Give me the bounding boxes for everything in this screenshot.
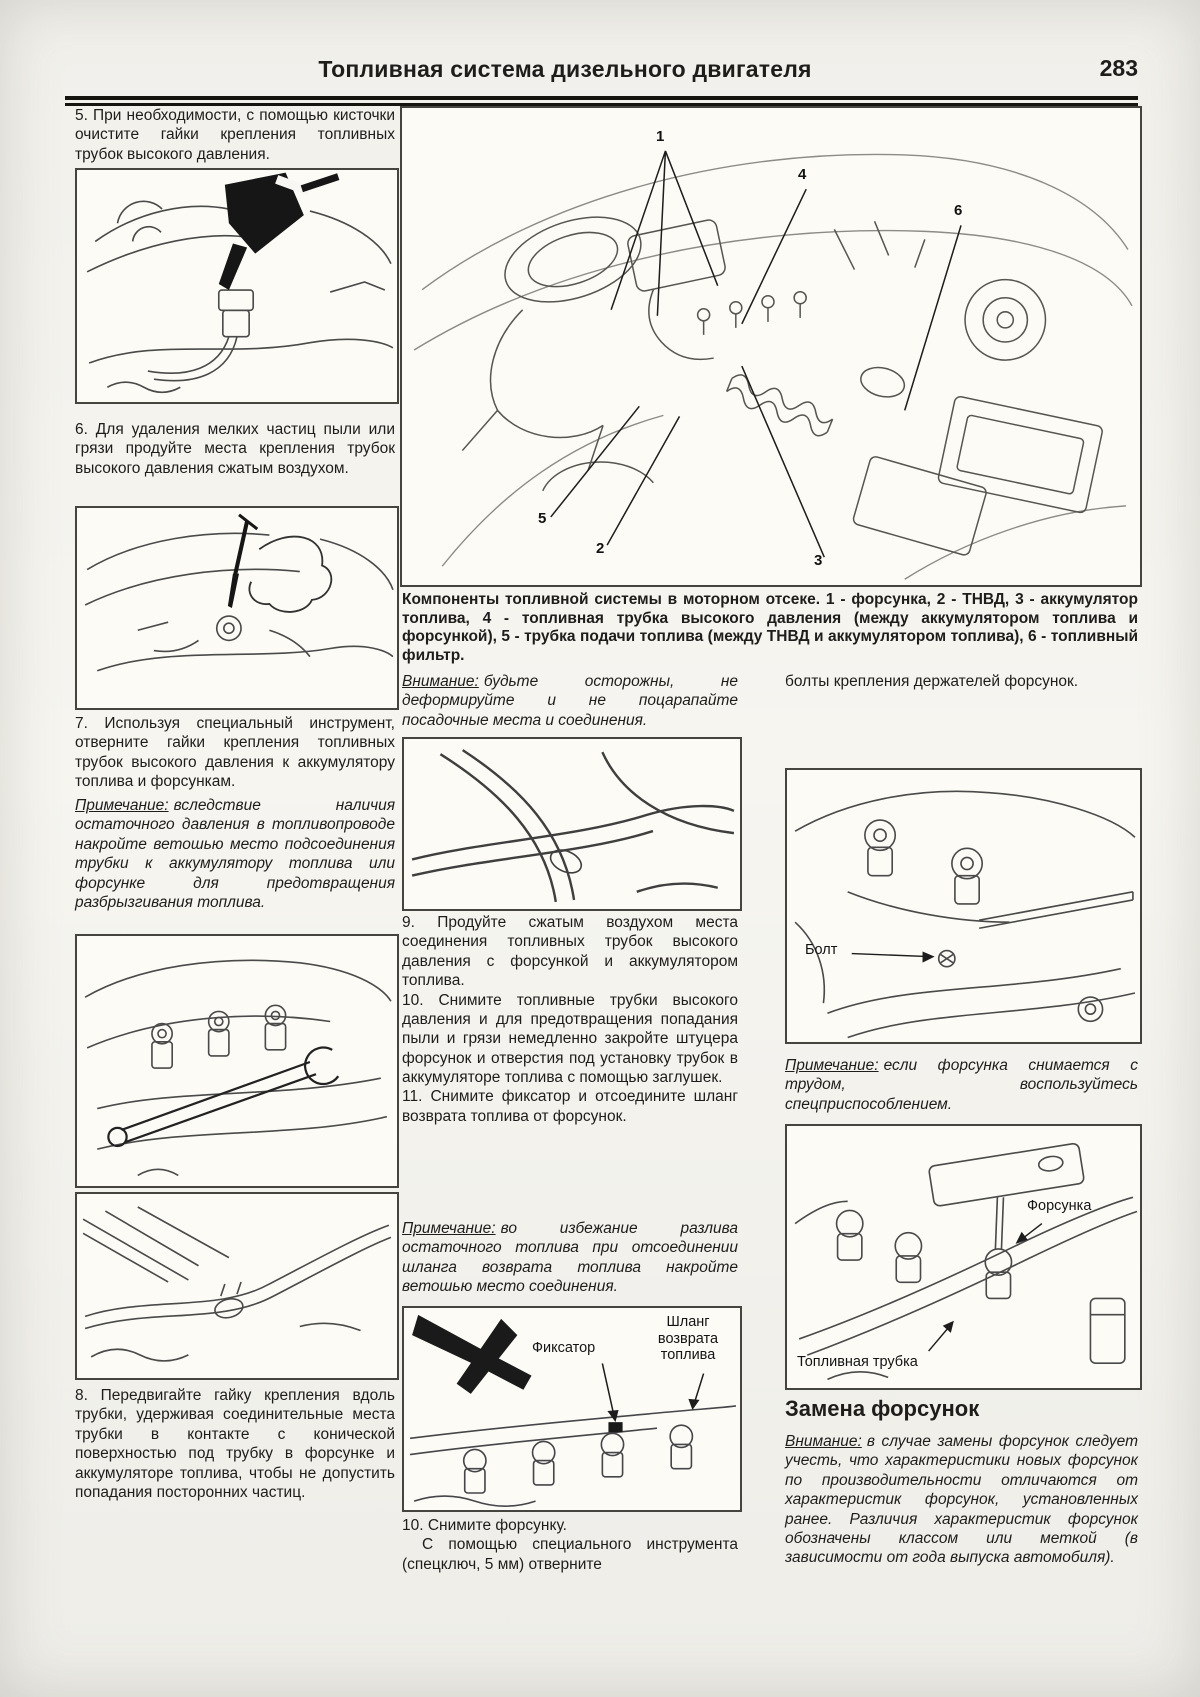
instructions-9-11 bbox=[402, 913, 738, 1126]
warning-body: в случае замены форсунок следует учесть, что характеристики новых форсунок по производительности отличаются от характеристик форсунок, установленных ранее. Различия характеристик форсунок обозначены классом или меткой (в зависимости от года выпуска автомобиля). bbox=[785, 1433, 1138, 1567]
figure-fuel-line bbox=[75, 1192, 399, 1380]
figure-injector-holder-bolt bbox=[785, 768, 1142, 1044]
instruction-step-9: 9. Продуйте сжатым воздухом места соединения топливных трубок высокого давления с форсункой и аккумулятором топлива. bbox=[402, 914, 738, 990]
figure-brush-cleaning bbox=[75, 168, 399, 404]
note-fuel-spill bbox=[402, 1219, 738, 1297]
note-body: во избежание разлива остаточного топлива при отсоединении шланга возврата топлива накройте ветошью место соединения. bbox=[402, 1220, 738, 1296]
warning-label: Внимание: bbox=[785, 1433, 862, 1450]
section-heading-injector-replacement: Замена форсунок bbox=[785, 1396, 980, 1421]
instruction-continuation: болты крепления держателей форсунок. bbox=[785, 673, 1079, 690]
label-injector: Форсунка bbox=[1027, 1198, 1092, 1214]
note-residual-pressure bbox=[75, 796, 395, 912]
page-title: Топливная система дизельного двигателя bbox=[318, 56, 812, 82]
instruction-step-5: 5. При необходимости, с помощью кисточки очистите гайки крепления топливных трубок высокого давления. bbox=[75, 107, 395, 163]
note-body: если форсунка снимается с трудом, воспользуйтесь спецприспособлением. bbox=[785, 1057, 1138, 1113]
warning-injector-replacement bbox=[785, 1432, 1138, 1568]
figure-caption: Компоненты топливной системы в моторном отсеке. 1 - форсунка, 2 - ТНВД, 3 - аккумулятор топлива, 4 - топливная трубка высокого давления (между аккумулятором топлива и форсункой), 5 - трубка подачи топлива (между ТНВД и аккумулятором топлива), 6 - топливный фильтр. bbox=[402, 591, 1138, 664]
header-rule bbox=[65, 96, 1138, 106]
note-body: вследствие наличия остаточного давления в топливопроводе накройте ветошью место подсоединения трубки к аккумулятору топлива или форсунке для предотвращения разбрызгивания топлива. bbox=[75, 797, 395, 911]
hose-connection-sketch bbox=[404, 739, 740, 909]
callout-6: 6 bbox=[954, 202, 963, 219]
brush-cleaning-sketch bbox=[77, 170, 397, 402]
instruction-step-10: 10. Снимите топливные трубки высокого давления и для предотвращения попадания пыли и грязи немедленно закройте штуцера форсунок и отверстия под установку трубок в аккумуляторе топлива с помощью заглушек. bbox=[402, 991, 738, 1086]
instruction-step-11: 11. Снимите фиксатор и отсоедините шланг возврата топлива от форсунок. bbox=[402, 1088, 738, 1125]
label-return-hose: Шланг возврата топлива bbox=[657, 1314, 719, 1364]
warning-body: будьте осторожны, не деформируйте и не поцарапайте посадочные места и соединения. bbox=[402, 673, 738, 729]
fuel-line-sketch bbox=[77, 1194, 397, 1378]
instruction-step-10b-line1: 10. Снимите форсунку. bbox=[402, 1517, 567, 1534]
label-retainer: Фиксатор bbox=[532, 1340, 596, 1356]
note-label: Примечание: bbox=[75, 797, 169, 814]
page-number: 283 bbox=[1099, 55, 1138, 81]
instruction-step-10b bbox=[402, 1516, 738, 1574]
callout-2: 2 bbox=[596, 540, 605, 557]
callout-1: 1 bbox=[656, 128, 665, 145]
note-injector-stuck bbox=[785, 1056, 1138, 1114]
figure-engine-bay bbox=[400, 106, 1142, 587]
engine-bay-sketch bbox=[402, 108, 1140, 585]
instruction-step-6: 6. Для удаления мелких частиц пыли или грязи продуйте места крепления трубок высокого давления сжатым воздухом. bbox=[75, 421, 395, 477]
label-bolt: Болт bbox=[805, 942, 838, 958]
warning-label: Внимание: bbox=[402, 673, 479, 690]
callout-4: 4 bbox=[798, 166, 807, 183]
note-label: Примечание: bbox=[402, 1220, 496, 1237]
callout-3: 3 bbox=[814, 552, 823, 569]
wrench-sketch bbox=[77, 936, 397, 1186]
callout-5: 5 bbox=[538, 510, 547, 527]
figure-injector-removal-tool bbox=[785, 1124, 1142, 1390]
instruction-step-10b-line2: С помощью специального инструмента (спецключ, 5 мм) отверните bbox=[402, 1536, 738, 1573]
instruction-step-8: 8. Передвигайте гайку крепления вдоль трубки, удерживая соединительные места трубки в контакте с конической поверхностью под трубку в форсунке и аккумуляторе топлива, чтобы не допустить попадания посторонних частиц. bbox=[75, 1387, 395, 1501]
figure-wrench-nuts bbox=[75, 934, 399, 1188]
warning-deform bbox=[402, 672, 738, 730]
injector-tool-sketch bbox=[787, 1126, 1140, 1388]
figure-compressed-air bbox=[75, 506, 399, 710]
label-fuel-pipe: Топливная трубка bbox=[797, 1354, 918, 1370]
figure-hose-connection bbox=[402, 737, 742, 911]
note-label: Примечание: bbox=[785, 1057, 879, 1074]
instruction-step-7: 7. Используя специальный инструмент, отверните гайки крепления топливных трубок высокого давления к аккумулятору топлива и форсункам. bbox=[75, 715, 395, 791]
figure-retainer-hose bbox=[402, 1306, 742, 1512]
compressed-air-sketch bbox=[77, 508, 397, 708]
injector-holder-sketch bbox=[787, 770, 1140, 1042]
